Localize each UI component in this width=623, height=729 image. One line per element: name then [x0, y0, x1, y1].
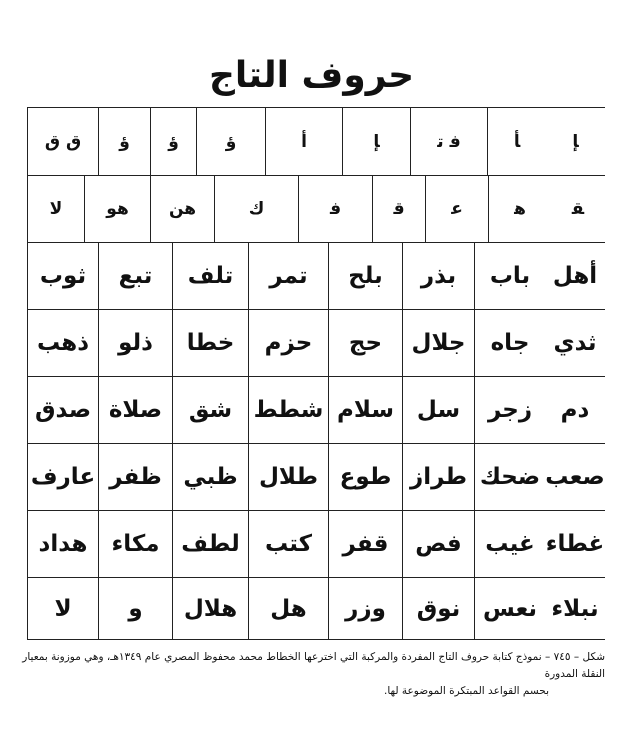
table-cell: ظفر — [98, 444, 172, 510]
table-cell: أهل — [552, 263, 598, 289]
table-cell: ﻗ — [372, 176, 425, 242]
table-cell: ثوب — [27, 243, 98, 309]
table-cell: لا — [27, 578, 98, 639]
table-cell: ﻘ — [571, 199, 585, 219]
table-cell: بلح — [328, 243, 402, 309]
table-cell: ؤ — [98, 108, 150, 175]
table-cell: ﻻ — [27, 176, 84, 242]
table-cell: قفر — [328, 511, 402, 577]
figure-caption — [18, 649, 605, 700]
table-cell: ﻙ — [214, 176, 298, 242]
table-cell: ضحك — [474, 444, 545, 510]
table-cell: صلاة — [98, 377, 172, 443]
table-cell: خطا — [172, 310, 248, 376]
table-cell: ثدي — [553, 330, 597, 356]
table-cell: صدق — [27, 377, 98, 443]
table-cell: كتب — [248, 511, 328, 577]
table-cell: ذلو — [98, 310, 172, 376]
table-cell: ؤ — [196, 108, 265, 175]
table-cell: ﻫﻦ — [150, 176, 214, 242]
table-cell: نوق — [402, 578, 474, 639]
table-cell: جاه — [474, 310, 545, 376]
table-cell: صعب — [545, 464, 605, 490]
table-cell: بذر — [402, 243, 474, 309]
table-cell: طوع — [328, 444, 402, 510]
table-cell: حزم — [248, 310, 328, 376]
table-cell: ﻫ — [488, 176, 551, 242]
table-row — [27, 309, 605, 376]
caption-line: شكل – ٧٤٥ – نموذج كتابة حروف التاج المفردة والمركبة التي اخترعها الخطاط محمد محفوظ المصري عام ١٣٤٩هـ، وهي موزونة بمعيار النقلة المدورة — [22, 651, 605, 680]
table-cell: حج — [328, 310, 402, 376]
table-cell: هلال — [172, 578, 248, 639]
table-row — [27, 577, 605, 639]
table-cell: ﻓ — [298, 176, 372, 242]
table-cell: ﻓ ﺗ — [410, 108, 487, 175]
table-cell: لطف — [172, 511, 248, 577]
table-cell: نعس — [474, 578, 545, 639]
table-cell: نبلاء — [551, 595, 599, 622]
table-cell: ؤ — [150, 108, 196, 175]
table-cell: فص — [402, 511, 474, 577]
table-row — [27, 443, 605, 510]
table-cell: شطط — [248, 377, 328, 443]
table-cell: تلف — [172, 243, 248, 309]
table-cell: و — [98, 578, 172, 639]
table-cell: غيب — [474, 511, 545, 577]
table-row — [27, 376, 605, 443]
table-cell: شق — [172, 377, 248, 443]
table-row — [27, 242, 605, 309]
table-cell: سل — [402, 377, 474, 443]
table-cell: ﻫﻮ — [84, 176, 150, 242]
caption-line: بحسم القواعد المبتكرة الموضوعة لها. — [384, 685, 549, 697]
table-cell: ﺈ — [342, 108, 410, 175]
table-cell: ﺈ — [572, 131, 579, 152]
table-row — [27, 175, 605, 242]
letters-table — [27, 107, 605, 640]
table-cell: مكاء — [98, 511, 172, 577]
table-cell: تمر — [248, 243, 328, 309]
table-cell: باب — [474, 243, 545, 309]
table-cell: زجر — [474, 377, 545, 443]
table-cell: وزر — [328, 578, 402, 639]
table-cell: جلال — [402, 310, 474, 376]
page-title: حروف التاج — [208, 55, 415, 96]
table-cell: طلال — [248, 444, 328, 510]
table-cell: ظبي — [172, 444, 248, 510]
table-cell: ﺃ — [265, 108, 342, 175]
table-cell: ذهب — [27, 310, 98, 376]
table-cell: دم — [560, 397, 590, 423]
table-cell: غطاء — [545, 531, 605, 557]
table-cell: ق ق — [27, 108, 98, 175]
table-cell: هداد — [27, 511, 98, 577]
table-cell: سلام — [328, 377, 402, 443]
table-row — [27, 108, 605, 175]
table-cell: ﻋ — [425, 176, 488, 242]
table-cell: تبع — [98, 243, 172, 309]
table-cell: عارف — [27, 444, 98, 510]
table-row — [27, 510, 605, 577]
table-cell: ﺄ — [487, 108, 546, 175]
table-cell: طراز — [402, 444, 474, 510]
table-cell: هل — [248, 578, 328, 639]
